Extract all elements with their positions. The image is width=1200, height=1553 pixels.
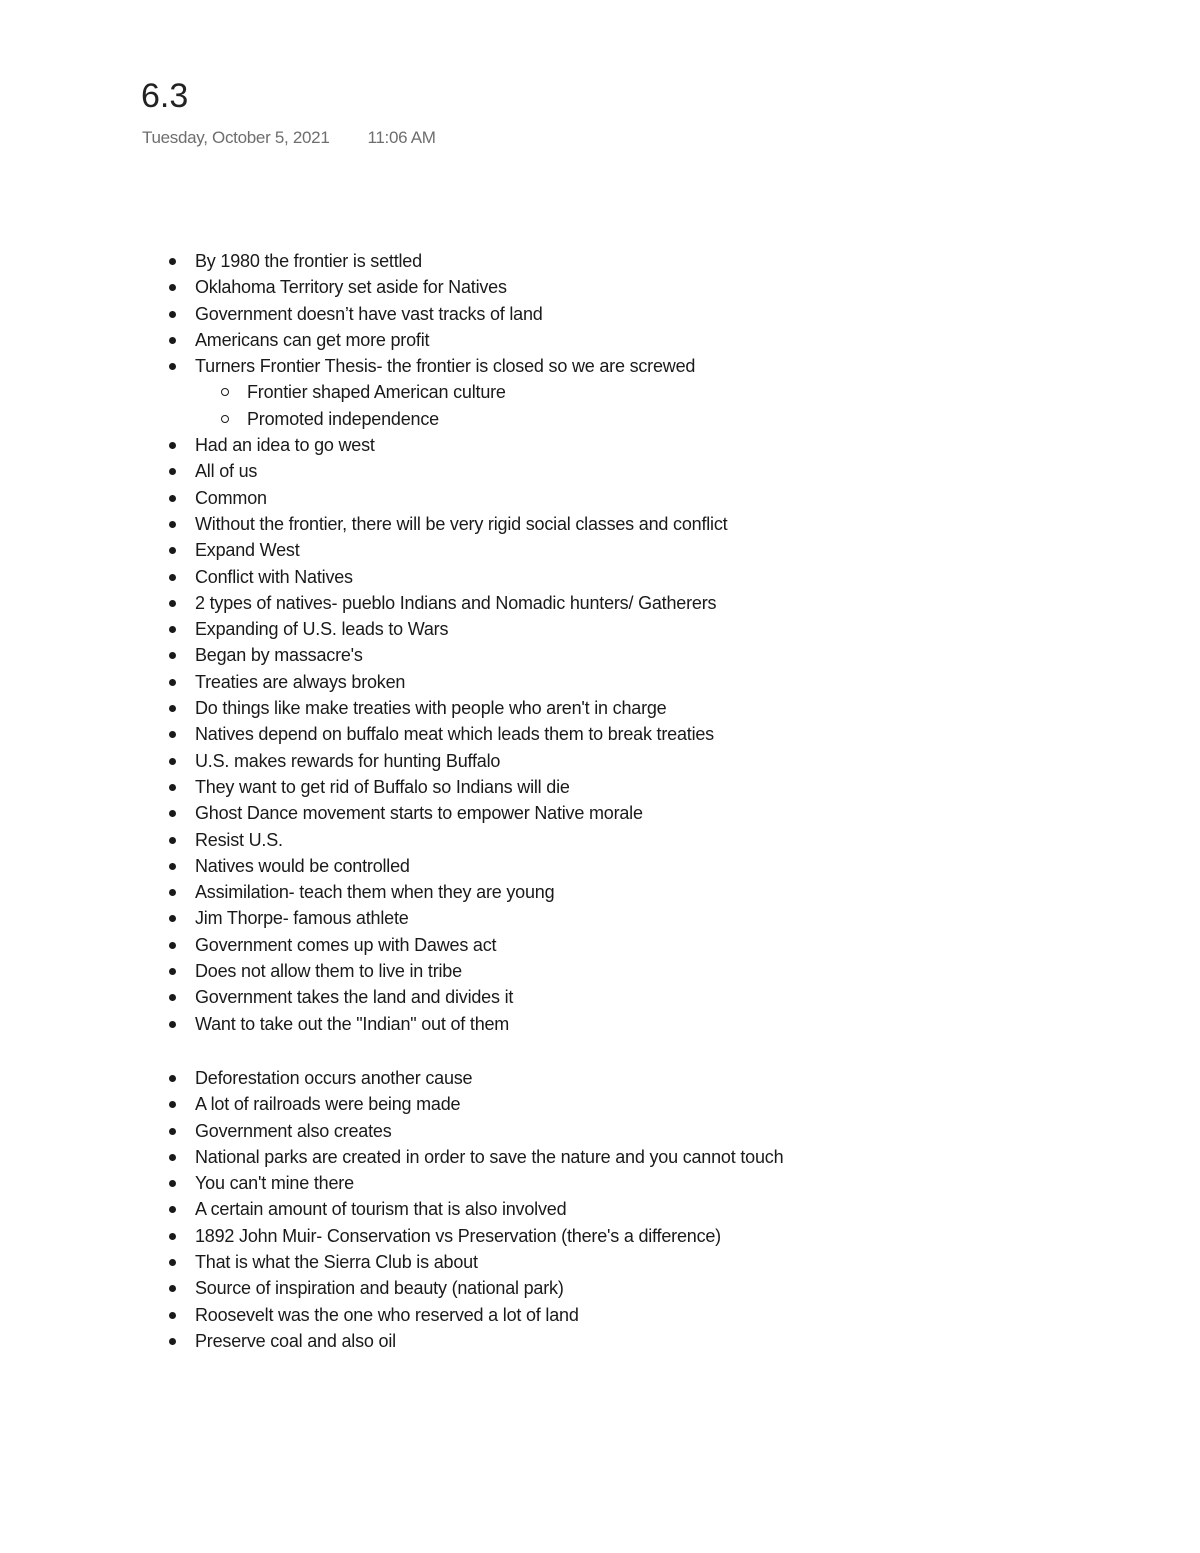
bullet-list-section-1 <box>0 248 1200 1037</box>
list-item-text: Government also creates <box>195 1120 392 1141</box>
bullet-icon <box>169 915 176 922</box>
bullet-icon <box>169 495 176 502</box>
list-item <box>0 564 1200 590</box>
list-item-text: 2 types of natives- pueblo Indians and Nomadic hunters/ Gatherers <box>195 592 717 613</box>
bullet-icon <box>169 994 176 1001</box>
bullet-icon <box>169 968 176 975</box>
list-item-text: Want to take out the "Indian" out of them <box>195 1013 510 1034</box>
list-item <box>0 1223 1200 1249</box>
list-item <box>0 274 1200 300</box>
bullet-icon <box>169 731 176 738</box>
list-item-text: Government takes the land and divides it <box>195 987 514 1008</box>
list-item <box>0 1302 1200 1328</box>
bullet-icon <box>169 284 176 291</box>
bullet-icon <box>169 758 176 765</box>
list-item <box>0 248 1200 274</box>
list-item <box>0 1196 1200 1222</box>
list-item <box>0 353 1200 379</box>
note-time: 11:06 AM <box>367 128 436 147</box>
list-item <box>0 1249 1200 1275</box>
bullet-icon <box>169 1128 176 1135</box>
list-item <box>0 485 1200 511</box>
list-item-text: Frontier shaped American culture <box>247 382 506 403</box>
bullet-icon <box>169 679 176 686</box>
bullet-icon <box>169 442 176 449</box>
list-item <box>0 879 1200 905</box>
list-item <box>0 1275 1200 1301</box>
list-item-text: Government doesn’t have vast tracks of land <box>195 303 543 324</box>
bullet-icon <box>169 863 176 870</box>
list-item-text: By 1980 the frontier is settled <box>195 251 422 271</box>
list-item <box>0 458 1200 484</box>
list-item-text: Turners Frontier Thesis- the frontier is closed so we are screwed <box>195 356 696 377</box>
list-item-text: Conflict with Natives <box>195 566 353 587</box>
list-item <box>0 695 1200 721</box>
bullet-list-section-2 <box>0 1065 1200 1354</box>
bullet-icon <box>169 1312 176 1319</box>
bullet-icon <box>169 1338 176 1345</box>
bullet-icon <box>169 1206 176 1213</box>
list-item-text: Resist U.S. <box>195 829 283 850</box>
list-item <box>0 301 1200 327</box>
bullet-icon <box>169 1075 176 1082</box>
bullet-icon <box>169 468 176 475</box>
list-item <box>0 721 1200 747</box>
list-item-text: Government comes up with Dawes act <box>195 934 497 955</box>
note-timestamp <box>142 126 436 150</box>
list-item-text: Roosevelt was the one who reserved a lot of land <box>195 1304 579 1325</box>
list-item-text: Began by massacre's <box>195 645 363 666</box>
list-item <box>0 853 1200 879</box>
bullet-icon <box>169 547 176 554</box>
bullet-icon <box>169 600 176 607</box>
list-item <box>0 932 1200 958</box>
page-title: 6.3 <box>141 77 189 115</box>
list-item-text: Treaties are always broken <box>195 671 406 692</box>
list-item-text: 1892 John Muir- Conservation vs Preservation (there's a difference) <box>195 1225 721 1246</box>
list-item <box>0 511 1200 537</box>
list-item-text: All of us <box>195 461 258 482</box>
note-date: Tuesday, October 5, 2021 <box>142 128 330 147</box>
list-item <box>0 827 1200 853</box>
sub-list-item <box>0 406 1200 432</box>
list-item-text: You can't mine there <box>195 1173 354 1194</box>
hollow-bullet-icon <box>221 415 229 423</box>
list-item <box>0 1144 1200 1170</box>
list-item <box>0 432 1200 458</box>
list-item-text: National parks are created in order to save the nature and you cannot touch <box>195 1146 784 1167</box>
list-item <box>0 642 1200 668</box>
list-item <box>0 984 1200 1010</box>
list-item-text: Ghost Dance movement starts to empower Native morale <box>195 803 643 824</box>
list-item-text: Preserve coal and also oil <box>195 1330 396 1351</box>
list-item <box>0 1328 1200 1354</box>
list-item-text: Promoted independence <box>247 408 439 429</box>
list-item-text: A certain amount of tourism that is also involved <box>195 1199 567 1220</box>
list-item <box>0 1118 1200 1144</box>
list-item <box>0 537 1200 563</box>
list-item-text: A lot of railroads were being made <box>195 1094 461 1115</box>
list-item-text: They want to get rid of Buffalo so Indians will die <box>195 776 570 797</box>
bullet-icon <box>169 705 176 712</box>
bullet-icon <box>169 1259 176 1266</box>
bullet-icon <box>169 574 176 581</box>
list-item-text: Expand West <box>195 540 300 561</box>
sub-list-item <box>0 379 1200 405</box>
list-item-text: That is what the Sierra Club is about <box>195 1252 478 1273</box>
bullet-icon <box>169 652 176 659</box>
bullet-icon <box>169 1101 176 1108</box>
bullet-icon <box>169 521 176 528</box>
list-item <box>0 616 1200 642</box>
list-item <box>0 958 1200 984</box>
list-item-text: Americans can get more profit <box>195 329 430 350</box>
list-item <box>0 905 1200 931</box>
list-item <box>0 1065 1200 1091</box>
bullet-icon <box>169 1021 176 1028</box>
list-item-text: Deforestation occurs another cause <box>195 1068 473 1088</box>
bullet-icon <box>169 1233 176 1240</box>
bullet-icon <box>169 626 176 633</box>
bullet-icon <box>169 1154 176 1161</box>
bullet-icon <box>169 1285 176 1292</box>
bullet-icon <box>169 810 176 817</box>
list-item <box>0 1091 1200 1117</box>
bullet-icon <box>169 337 176 344</box>
list-item-text: Source of inspiration and beauty (national park) <box>195 1278 564 1299</box>
bullet-icon <box>169 942 176 949</box>
bullet-icon <box>169 258 176 265</box>
list-item-text: Common <box>195 487 267 508</box>
list-item <box>0 748 1200 774</box>
bullet-icon <box>169 889 176 896</box>
list-item-text: U.S. makes rewards for hunting Buffalo <box>195 750 501 771</box>
bullet-icon <box>169 1180 176 1187</box>
list-item-text: Oklahoma Territory set aside for Natives <box>195 277 507 298</box>
bullet-icon <box>169 311 176 318</box>
list-item-text: Expanding of U.S. leads to Wars <box>195 619 449 640</box>
list-item-text: Without the frontier, there will be very rigid social classes and conflict <box>195 513 728 534</box>
bullet-icon <box>169 837 176 844</box>
list-item-text: Had an idea to go west <box>195 435 375 456</box>
list-item <box>0 1011 1200 1037</box>
list-item <box>0 800 1200 826</box>
bullet-icon <box>169 784 176 791</box>
list-item <box>0 774 1200 800</box>
list-item-text: Jim Thorpe- famous athlete <box>195 908 409 929</box>
list-item-text: Natives depend on buffalo meat which leads them to break treaties <box>195 724 714 745</box>
list-item <box>0 1170 1200 1196</box>
list-item-text: Do things like make treaties with people who aren't in charge <box>195 698 667 719</box>
hollow-bullet-icon <box>221 388 229 396</box>
list-item-text: Does not allow them to live in tribe <box>195 961 462 982</box>
bullet-icon <box>169 363 176 370</box>
list-item <box>0 327 1200 353</box>
list-item-text: Assimilation- teach them when they are young <box>195 882 555 903</box>
list-item-text: Natives would be controlled <box>195 855 410 876</box>
list-item <box>0 590 1200 616</box>
list-item <box>0 669 1200 695</box>
